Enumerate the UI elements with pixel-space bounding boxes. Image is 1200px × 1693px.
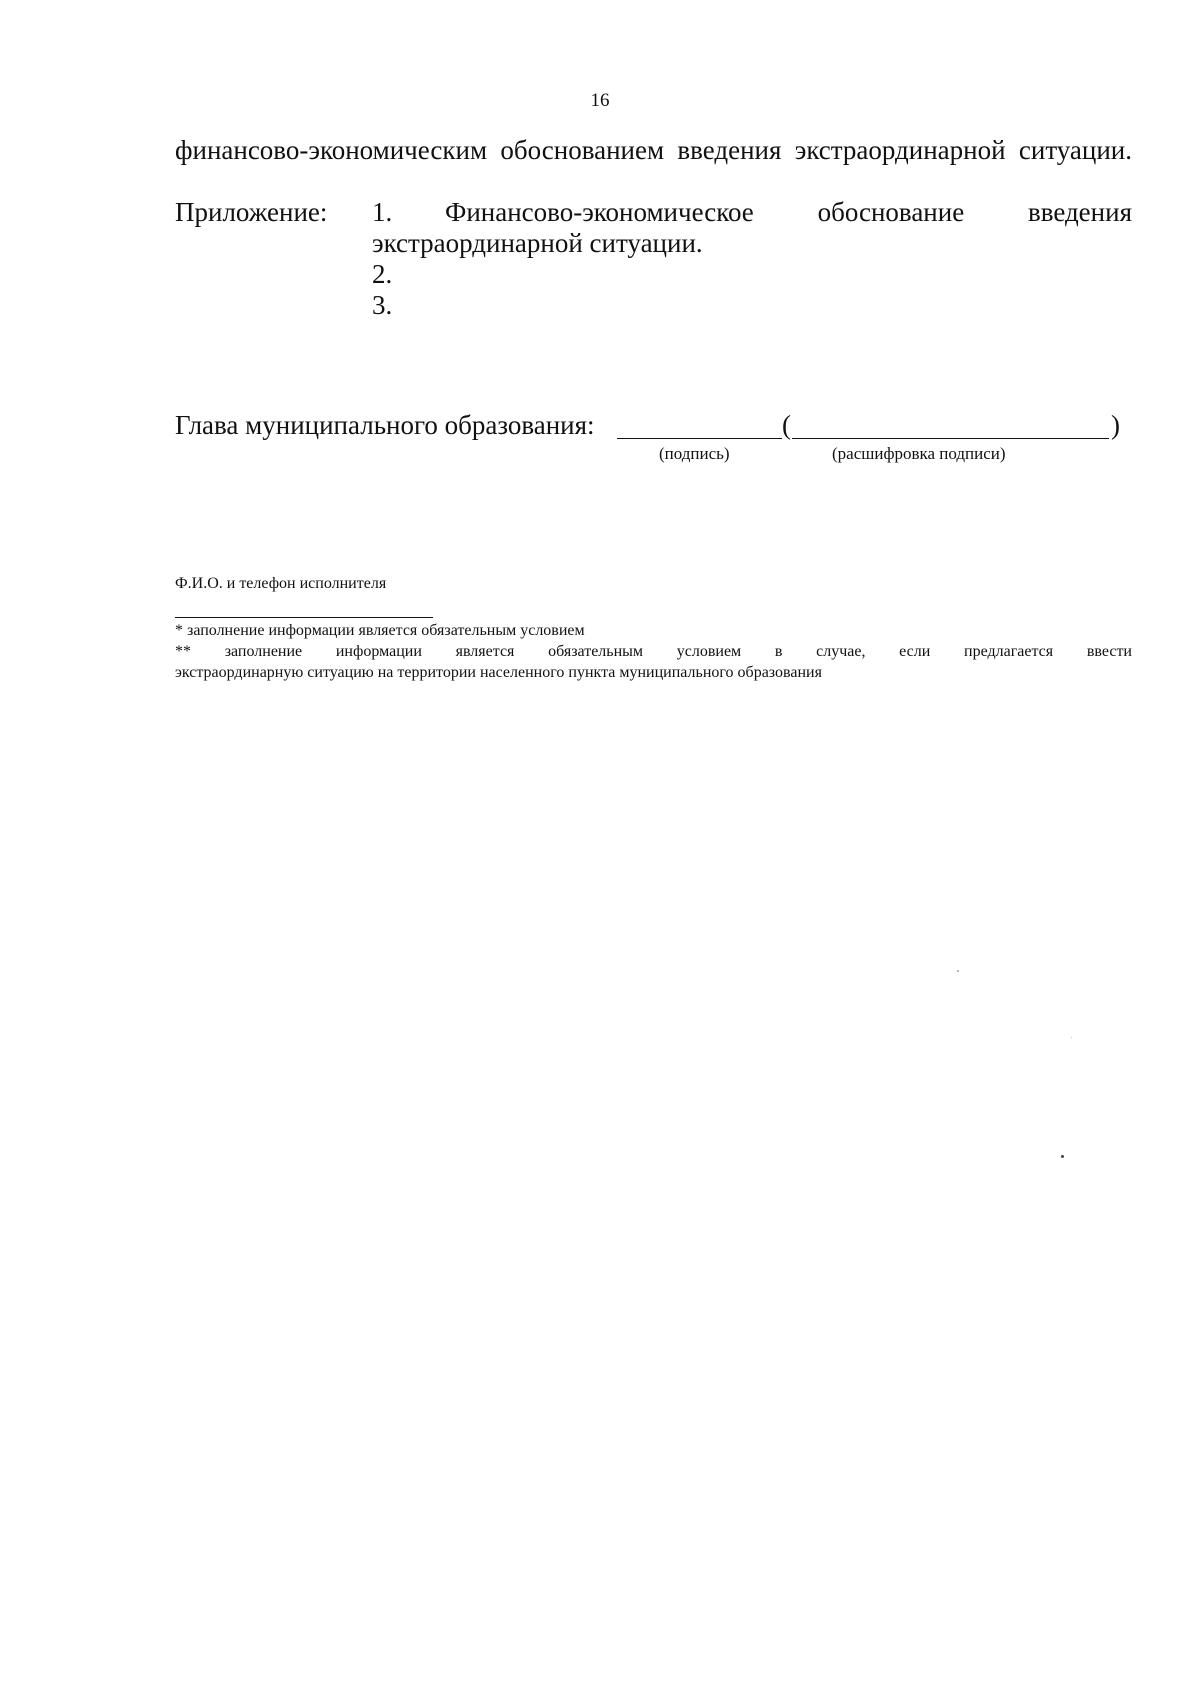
page-number: 16 [590,90,610,111]
head-signature-label: Глава муниципального образования: [175,410,595,440]
open-paren: ( [782,410,791,440]
scan-speck [957,970,959,972]
appendix-label: Приложение: [175,197,328,227]
close-paren: ) [1111,410,1120,440]
signature-decryption-line[interactable] [792,438,1109,439]
signature-decryption-caption: (расшифровка подписи) [832,444,1006,463]
continuation-paragraph: финансово-экономическим обоснованием введения экстраординарной ситуации. [175,135,1132,165]
appendix-item-3-number: 3. [372,290,393,320]
appendix-item-1-text: Финансово-экономическое обоснование введения [445,197,1132,227]
appendix-item-1-number: 1. [372,197,393,227]
executor-field-label: Ф.И.О. и телефон исполнителя [175,575,387,592]
footnote-2: ** заполнение информации является обязательным условием в случае, если предлагается ввести [175,643,1132,660]
footnote-2-continued: экстраординарную ситуацию на территории населенного пункта муниципального образования [175,664,822,681]
signature-caption: (подпись) [659,444,730,463]
footnote-separator [175,617,433,618]
scan-speck [1071,1037,1072,1038]
appendix-item-1-text-continued: экстраординарной ситуации. [372,228,703,258]
signature-line[interactable] [617,438,782,439]
scan-speck [1061,1155,1064,1158]
appendix-item-2-number: 2. [372,259,393,289]
footnote-1: * заполнение информации является обязательным условием [175,622,585,639]
